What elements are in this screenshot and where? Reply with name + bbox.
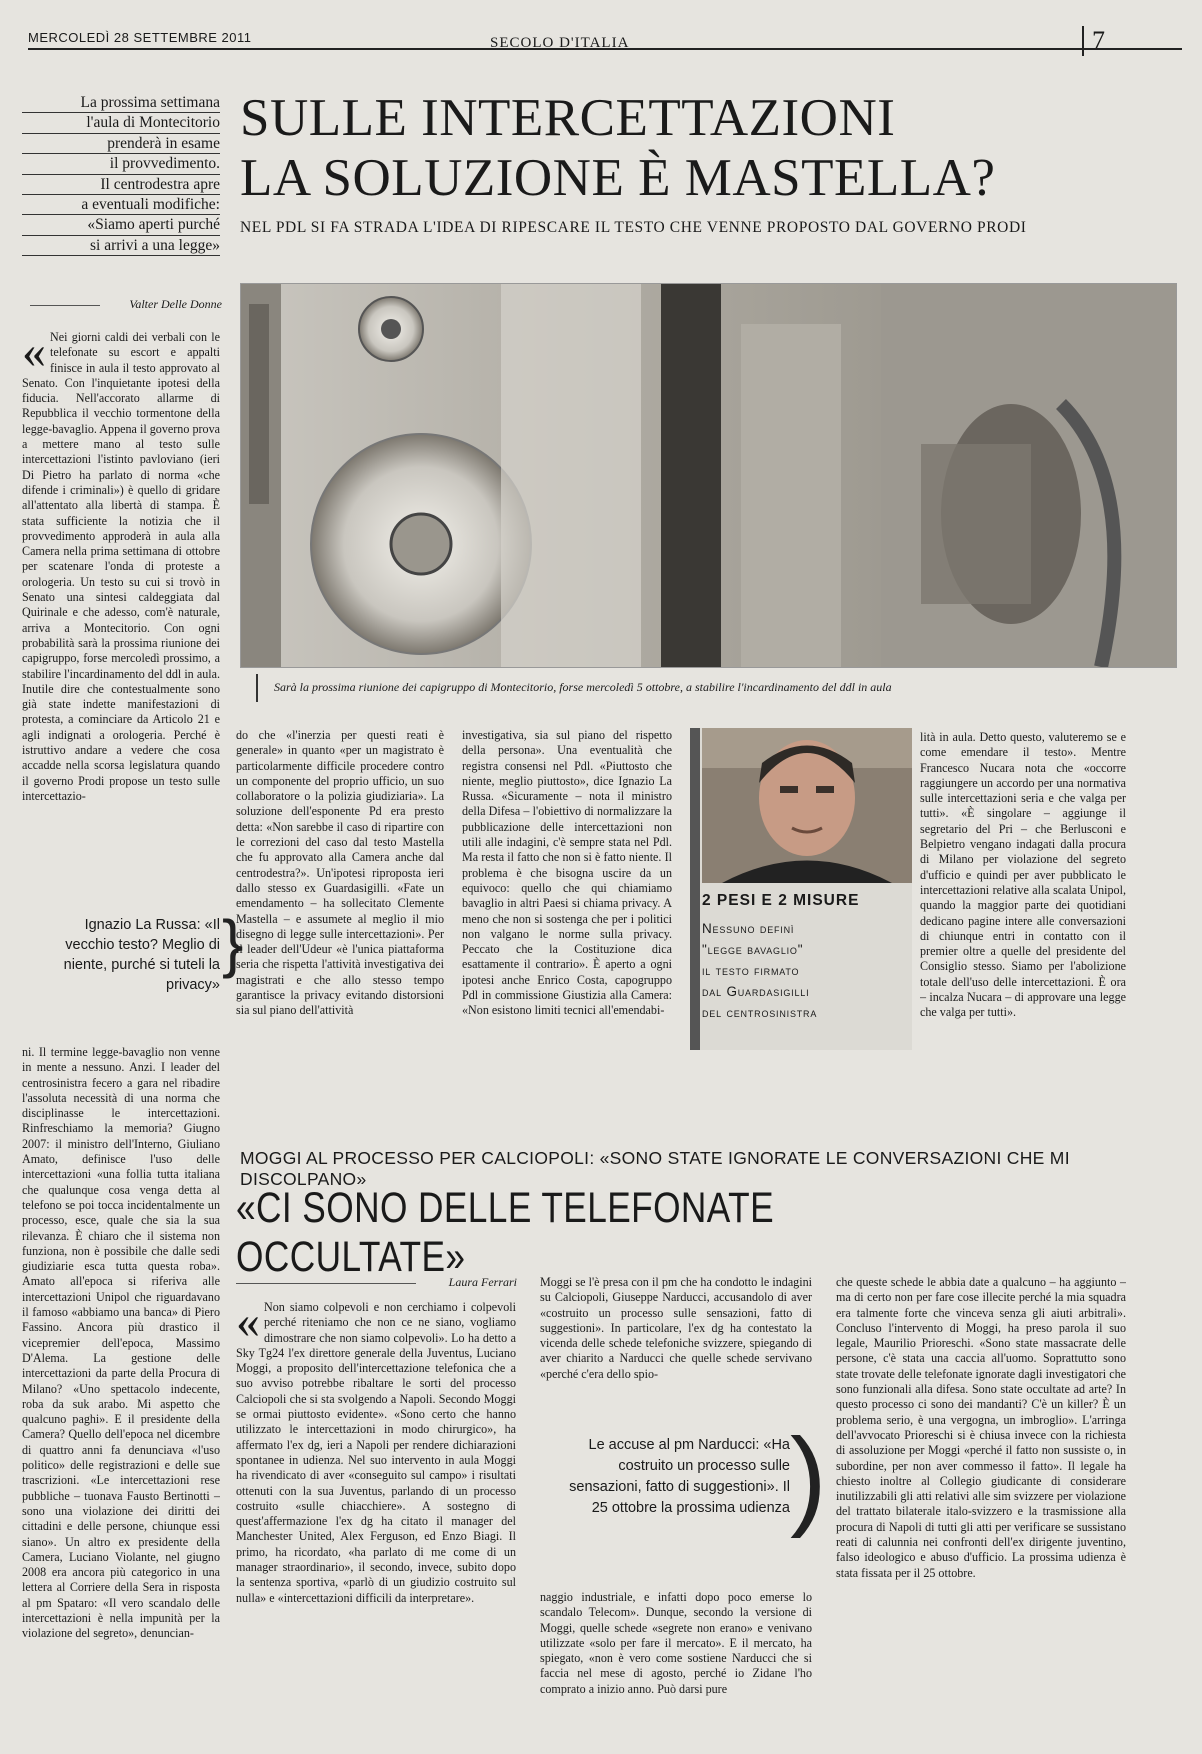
headline-line: SULLE INTERCETTAZIONI <box>240 89 896 147</box>
brace-icon: } <box>222 907 244 979</box>
article1-column-1 <box>22 330 220 892</box>
sidebar-line: il testo firmato <box>702 963 800 978</box>
article1-author: Valter Delle Donne <box>129 297 222 311</box>
dropcap-quote: « <box>22 330 46 378</box>
sidebar-portrait-photo <box>702 728 912 883</box>
article2-column-2b: naggio industriale, e infatti dopo poco emerse lo scandalo Telecom». Dunque, secondo la versione di Moggi, quelle schede «segrete non erano» e venivano utilizzate «solo per fare il mercato». E il mercato, ha spiegato, «non è vero come sostiene Narducci che si faccia nel mese di agosto, perché io Zidane l'ho comprato a inizio anno. Può darsi pure <box>540 1590 812 1696</box>
caption-rule <box>256 674 258 702</box>
article1-deck: NEL PDL SI FA STRADA L'IDEA DI RIPESCARE IL TESTO CHE VENNE PROPOSTO DAL GOVERNO PRODI <box>240 219 1027 236</box>
headline-line: LA SOLUZIONE È MASTELLA? <box>240 149 996 207</box>
dropcap-quote: « <box>236 1300 260 1348</box>
article1-column-3: investigativa, sia sul piano del rispetto della persona». Una eventualità che registra consensi nel Pdl. «Piuttosto che niente, meglio piuttosto», dice Ignazio La Russa. «Sicuramente – nota il ministro della Difesa – l'obiettivo di normalizzare la pubblicazione delle intercettazioni non utili alle indagini, c'è sempre stata nel Pdl. Ma resta il fatto che non si è fatto niente. Il problema è che bisogna uscire da un equivoco: quello che qui chiamiamo bavaglio in altri Paesi si chiama privacy. A meno che non si sostenga che per i politici non valgano le norme sulla privacy. Peccato che la Costituzione dica esattamente il contrario». È aperto a ogni ipotesi anche Enrico Costa, capogruppo Pdl in commissione Giustizia alla Camera: «Non esistono limiti tecnici all'emendabi- <box>462 728 672 1018</box>
sidebar-line: dal Guardasigilli <box>702 984 810 999</box>
article1-column-1b: ni. Il termine legge-bavaglio non venne in mente a nessuno. Anzi. I leader del centrosinistra fecero a gara nel ribadire l'assoluta necessità di una norma che disciplinasse le intercettazioni. Rinfreschiamo la memoria? Giugno 2007: il ministro dell'Interno, Giuliano Amato, definisce l'uso delle intercettazioni «una follia tutta italiana che qualunque cosa venga detta al telefono se poi tocca incidentalmente un processo, esce, quale che sia la sua rilevanza. È chiaro che il sistema non funziona, non è possibile che dalle sedi giudiziarie esca tutta questa roba». Amato all'epoca si riferiva alle intercettazioni Unipol che riguardavano il famoso «abbiamo una banca» di Piero Fassino. Ancora più drastico il vicepremier dell'epoca, Massimo D'Alema. La gestione delle intercettazioni da parte della Procura di Milano? «Uno spettacolo indecente, roba da suk arabo. Mi aspetto che qualcuno paghi». E il presidente della Camera? Quello dell'epoca nel dicembre di quattro anni fa denunciava «l'uso politico» delle registrazioni e delle sue trascrizioni. «Le intercettazioni rese pubbliche – tuonava Fausto Bertinotti – sono una violazione dei diritti dei cittadini e delle persone, chiunque essi siano». Un altro ex presidente della Camera, Luciano Violante, nel giugno 2008 era ancora più categorico in una lettera al Corriere della Sera in risposta al pm Spataro: «Il vero scandalo delle intercettazioni è nella impunità per la violazione del segreto», denuncian- <box>22 1045 220 1641</box>
kicker-line: l'aula di Montecitorio <box>22 113 220 133</box>
article2-column-1 <box>236 1300 516 1740</box>
sidebar-line: "legge bavaglio" <box>702 942 804 957</box>
pull-quote-narducci: Le accuse al pm Narducci: «Ha costruito un processo sulle sensazioni, fatto di suggestioni». Il 25 ottobre la prossima udienza <box>569 1437 790 1516</box>
article2-column-2: Moggi se l'è presa con il pm che ha condotto le indagini su Calciopoli, Giuseppe Narducci, accusandolo di aver «costruito un processo sulle sensazioni, fatto di suggestioni». In particolare, l'ex dg ha contestato la vicenda delle schede telefoniche svizzere, spiegando di aver chiarito a Narducci che quelle schede servivano «perché c'era dello spio- <box>540 1275 812 1381</box>
article-text: Nei giorni caldi dei verbali con le telefonate su escort e appalti finisce in aula il testo approvato al Senato. Con l'inquietante ipotesi della fiducia. Nell'accorato allarme di Repubblica il vecchio tormentone della legge-bavaglio. Appena il governo prova a mettere mano al testo sulle intercettazioni l'istinto pavloviano (ieri Di Pietro ha parlato di norma «che difende i criminali») è quello di gridare all'attentato alla libertà di stampa. È stata sufficiente la notizia che il provvedimento approderà in aula alla Camera nella prima settimana di ottobre per scatenare l'onda di proteste a orologeria. Un testo su cui si trovò in Senato una sintesi caldeggiata dal Quirinale e che adesso, com'è naturale, arriva a Montecitorio. Con ogni probabilità sarà la prossima riunione dei capigruppo, forse mercoledì prossimo, a stabilire l'incardinamento del ddl in aula. Inutile dire che contestualmente sono già state indette manifestazioni di protesta, a cominciare da Articolo 21 e agli indignati a orologeria. Perché è istruttivo andare a vedere che cosa accadde nella scorsa legislatura quando il governo Prodi propose un testo sulle intercettazio- <box>22 330 220 803</box>
article2-kicker: MOGGI AL PROCESSO PER CALCIOPOLI: «SONO STATE IGNORATE LE CONVERSAZIONI CHE MI DISCOLPANO» <box>240 1148 1070 1189</box>
page-number: 7 <box>1082 26 1105 56</box>
kicker-line: prenderà in esame <box>22 134 220 154</box>
article2-headline: «CI SONO DELLE TELEFONATE OCCULTATE» <box>236 1184 774 1281</box>
sidebar-title: 2 PESI E 2 MISURE <box>702 892 860 909</box>
tape-recorder-photo <box>241 284 1176 667</box>
author-rule <box>30 305 100 306</box>
article1-column-4: lità in aula. Detto questo, valuteremo se e come emendare il testo». Mentre Francesco Nucara nota che «occorre raggiungere un accordo per una normativa sulle intercettazioni seria e che valga per tutti». «È singolare – aggiunge il segretario del Pri – che Berlusconi e Belpietro vengano indagati dalla procura di Milano per violazione del segreto d'ufficio e quindi per aver pubblicato le intercettazioni relative alla scalata Unipol, quando la maggior parte dei quotidiani dedicano pagine intere alle conversazioni di chiunque entri in contatto con il premier oltre a quelle del presidente del Consiglio stesso. Siamo per l'abolizione totale dell'uso delle intercettazioni. È ora – incalza Nucara – di approvare una legge che valga per tutti». <box>920 730 1126 1020</box>
issue-date: MERCOLEDÌ 28 SETTEMBRE 2011 <box>28 30 252 45</box>
portrait-icon <box>702 728 912 883</box>
article-text: Non siamo colpevoli e non cerchiamo i colpevoli perché riteniamo che non ce ne siano, vogliamo dimostrare che non siamo colpevoli». Lo ha detto a Sky Tg24 l'ex direttore generale della Juventus, Luciano Moggi, a proposito dell'intercettazione telefonica che a suo avviso potrebbe ribaltare le sorti del processo Calciopoli che si sta svolgendo a Napoli. Secondo Moggi se ormai piuttosto evidente». «Sono certo che hanno utilizzato le intercettazioni in modo chirurgico», ha affermato l'ex dg, ieri a Napoli per rendere dichiarazioni spontanee in udienza. Nel suo intervento in aula Moggi ha rivendicato di aver «conseguito sul campo» i risultati ottenuti con la sua Juventus, parlando di un processo costruito «sulle chiacchiere». A sostegno di quest'affermazione l'ex dg ha citato il manager del Manchester United, Alex Ferguson, ed Enzo Biagi. Il primo, ha ricordato, «ha parlato di me come di un manager straordinario», il secondo, invece, subito dopo la sentenza sportiva, «parlò di un giudizio costruito sul nulla» e «intercettazioni difficili da interpretare». <box>236 1300 516 1605</box>
article2-author: Laura Ferrari <box>448 1275 517 1289</box>
brace-icon: ) <box>790 1416 827 1539</box>
kicker-line: La prossima settimana <box>22 93 220 113</box>
sidebar-line: del centrosinistra <box>702 1005 818 1020</box>
masthead-rule <box>28 48 1182 50</box>
article2-column-3: che queste schede le abbia date a qualcuno – ha aggiunto – ma di certo non per fare cose illecite perché la mia squadra era talmente forte che vinceva senza gli aiuti arbitrali». Concluso l'intervento di Moggi, ha preso parola il suo legale, Maurilio Prioreschi. «Sono state massacrate delle persone, c'è stata una caccia all'uomo. Soprattutto sono state trovate delle telefonate ignorate dagli investigatori che sono funzionali alla difesa. Sono state occultate ad arte? In questo processo ci sono dei mandanti? C'è un killer? È un problema serio, è una vergogna, un imbroglio». L'arringa dell'avvocato Prioreschi si è chiusa invece con la richiesta di assoluzione per Moggi «perché il fatto non sussiste o, in subordine, per non aver commesso il fatto». Il legale ha chiesto inoltre al Collegio giudicante di considerare inutilizzabili gli atti relativi alle sim svizzere per violazione del trattato bilaterale italo-svizzero e la trasmissione alla procura di Napoli di tutti gli atti per verificare se sussistano reati di calunnia nei confronti dell'ex dirigente juventino, falso ideologico e abuso d'ufficio. La prossima udienza è stata fissata per il 25 ottobre. <box>836 1275 1126 1580</box>
sidebar-text <box>702 918 912 1023</box>
sidebar-bar <box>690 728 700 1050</box>
photo-caption: Sarà la prossima riunione dei capigruppo di Montecitorio, forse mercoledì 5 ottobre, a stabilire l'incardinamento del ddl in aula <box>274 680 892 694</box>
kicker-line: a eventuali modifiche: <box>22 195 220 215</box>
article1-headline <box>240 88 1180 208</box>
article1-photo <box>240 283 1177 668</box>
article1-column-2: do che «l'inerzia per questi reati è generale» in quanto «per un magistrato è particolarmente difficile procedere contro un componente del proprio ufficio, un suo collaboratore o la polizia giudiziaria». La soluzione dell'esponente Pd era presto detta: «Non sarebbe il caso di ripartire con le correzioni del caso dal testo Mastella che fu approvato alla Camera anche dal centrodestra?». Un'ipotesi riproposta ieri dallo stesso ex Guardasigilli. «Fate un emendamento – ha sollecitato Clemente Mastella – e assumete al meglio il mio disegno di legge sulle intercettazioni». Per il leader dell'Udeur «è l'unica piattaforma seria che rispetta l'attività investigativa dei magistrati e che allo stesso tempo garantisce la privacy evitando distorsioni sia sul piano dell'attività <box>236 728 444 1018</box>
article1-kicker <box>22 93 220 256</box>
sidebar-line: Nessuno definì <box>702 921 795 936</box>
author-rule <box>236 1283 416 1284</box>
kicker-line: «Siamo aperti purché <box>22 215 220 235</box>
kicker-line: Il centrodestra apre <box>22 175 220 195</box>
kicker-line: si arrivi a una legge» <box>22 236 220 256</box>
pull-quote-la-russa: Ignazio La Russa: «Il vecchio testo? Meglio di niente, purché si tuteli la privacy» <box>63 917 220 993</box>
kicker-line: il provvedimento. <box>22 154 220 174</box>
newspaper-name: SECOLO D'ITALIA <box>490 35 630 51</box>
